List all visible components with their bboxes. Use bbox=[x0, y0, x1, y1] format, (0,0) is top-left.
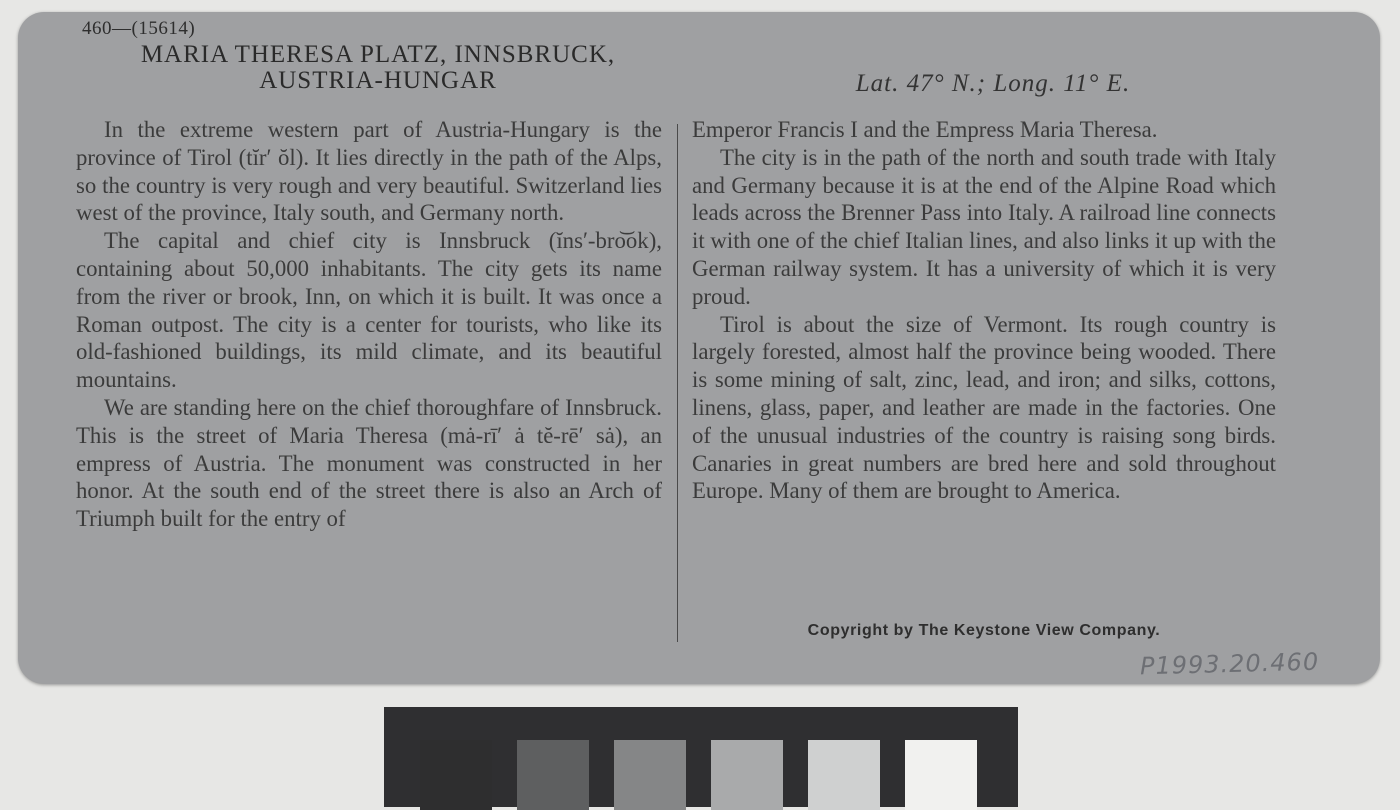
paragraph: The capital and chief city is Innsbruck (ĭns′-bro͝ok), containing about 50,000 inhabitants. The city gets its name from the river or brook, Inn, on which it is built. It was once a Roman outpost. The city is a center for tourists, who like its old-fashioned buildings, its mild climate, and its beautiful mountains. bbox=[76, 228, 662, 393]
title-line-2: AUSTRIA-HUNGAR bbox=[259, 67, 497, 94]
paragraph-continuation: Emperor Francis I and the Empress Maria Theresa. bbox=[692, 117, 1158, 142]
paragraph: The city is in the path of the north and south trade with Italy and Germany because it is at the end of the Alpine Road which leads across the Brenner Pass into Italy. A railroad line connects it with one of the chief Italian lines, and also links it up with the German railway system. It has a university of which it is very proud. bbox=[692, 144, 1276, 309]
gray-swatch bbox=[905, 740, 977, 810]
gray-swatch bbox=[808, 740, 880, 810]
stereograph-card-back bbox=[18, 12, 1380, 684]
color-calibration-scale bbox=[384, 707, 1018, 807]
gray-swatch bbox=[420, 740, 492, 810]
gray-swatch bbox=[517, 740, 589, 810]
catalog-number: 460—(15614) bbox=[82, 18, 196, 39]
left-column bbox=[76, 116, 662, 533]
paragraph: Tirol is about the size of Vermont. Its rough country is largely forested, almost half the province being wooded. There is some mining of salt, zinc, lead, and iron; and silks, cottons, linens, glass, paper, and leather are made in the factories. One of the unusual industries of the country is raising song birds. Canaries in great numbers are bred here and sold throughout Europe. Many of them are brought to America. bbox=[692, 311, 1276, 504]
paragraph: We are standing here on the chief thoroughfare of Innsbruck. This is the street of Maria Theresa (mȧ-rī′ ȧ tĕ-rē′ sȧ), an empress of Austria. The monument was constructed in her honor. At the south end of the street there is also an Arch of Triumph built for the entry of bbox=[76, 394, 662, 532]
gray-swatch bbox=[614, 740, 686, 810]
lat-long: Lat. 47° N.; Long. 11° E. bbox=[855, 70, 1131, 97]
right-column bbox=[692, 116, 1276, 505]
column-divider bbox=[677, 124, 678, 642]
gray-swatch bbox=[711, 740, 783, 810]
paragraph: In the extreme western part of Austria-Hungary is the province of Tirol (tĭr′ ŏl). It lies directly in the path of the Alps, so the country is very rough and very beautiful. Switzerland lies west of the province, Italy south, and Germany north. bbox=[76, 117, 662, 226]
title-line-1: MARIA THERESA PLATZ, INNSBRUCK, bbox=[140, 41, 616, 68]
card-title bbox=[78, 42, 678, 94]
accession-number: P1993.20.460 bbox=[1139, 647, 1320, 681]
copyright-notice: Copyright by The Keystone View Company. bbox=[807, 622, 1161, 639]
